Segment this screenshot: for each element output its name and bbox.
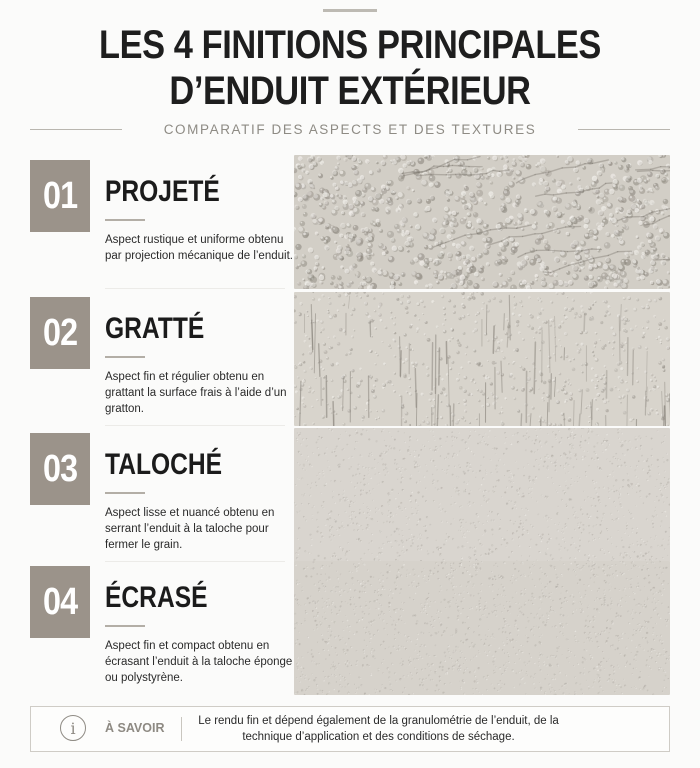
finish-number-badge	[30, 160, 90, 232]
finish-name-underline	[105, 219, 145, 221]
texture-canvas	[294, 155, 670, 289]
subtitle-row	[30, 119, 670, 139]
finish-name: PROJETÉ	[105, 175, 220, 208]
title-line-1: LES 4 FINITIONS PRINCIPALES	[99, 23, 601, 67]
finish-number: 03	[42, 447, 78, 490]
info-label: À SAVOIR	[105, 721, 165, 735]
texture-swatch-taloche	[294, 428, 670, 562]
texture-canvas	[294, 561, 670, 695]
finish-name: ÉCRASÉ	[105, 581, 208, 614]
texture-swatch-projete	[294, 155, 670, 289]
page-title	[49, 22, 651, 114]
row-separator	[105, 288, 285, 289]
finish-description: Aspect fin et compact obtenu en écrasant l’enduit à la taloche éponge ou polystyrène.	[105, 640, 293, 684]
finish-row-taloche	[30, 428, 670, 562]
info-box	[30, 706, 670, 752]
subtitle-rule-left	[30, 129, 122, 130]
finish-row-projete	[30, 155, 670, 289]
texture-swatch-gratte	[294, 292, 670, 426]
finish-name-underline	[105, 625, 145, 627]
finish-row-ecrase	[30, 561, 670, 695]
finish-name-underline	[105, 356, 145, 358]
finish-number: 01	[42, 174, 78, 217]
row-separator	[105, 425, 285, 426]
finish-description: Aspect rustique et uniforme obtenu par projection mécanique de l’enduit.	[105, 234, 293, 262]
finish-name-underline	[105, 492, 145, 494]
finish-number-badge	[30, 433, 90, 505]
subtitle-rule-right	[578, 129, 670, 130]
title-line-2: D’ENDUIT EXTÉRIEUR	[169, 69, 531, 113]
finish-number: 02	[42, 311, 78, 354]
finish-name: GRATTÉ	[105, 312, 205, 345]
finish-number-badge	[30, 297, 90, 369]
finish-description: Aspect lisse et nuancé obtenu en serrant l’enduit à la taloche pour fermer le grain.	[105, 507, 275, 551]
finish-description: Aspect fin et régulier obtenu en grattant la surface frais à l’aide d’un gratton.	[105, 371, 287, 415]
finish-name: TALOCHÉ	[105, 448, 223, 481]
texture-swatch-ecrase	[294, 561, 670, 695]
top-decorative-rule	[323, 9, 377, 12]
info-icon: i	[60, 715, 86, 741]
finish-number-badge	[30, 566, 90, 638]
finish-row-gratte	[30, 292, 670, 426]
info-text: Le rendu fin et dépend également de la granulométrie de l’enduit, de la technique d’application et des conditions de séchage.	[198, 715, 559, 743]
texture-canvas	[294, 428, 670, 562]
texture-canvas	[294, 292, 670, 426]
subtitle: COMPARATIF DES ASPECTS ET DES TEXTURES	[163, 121, 537, 137]
finish-number: 04	[42, 580, 78, 623]
